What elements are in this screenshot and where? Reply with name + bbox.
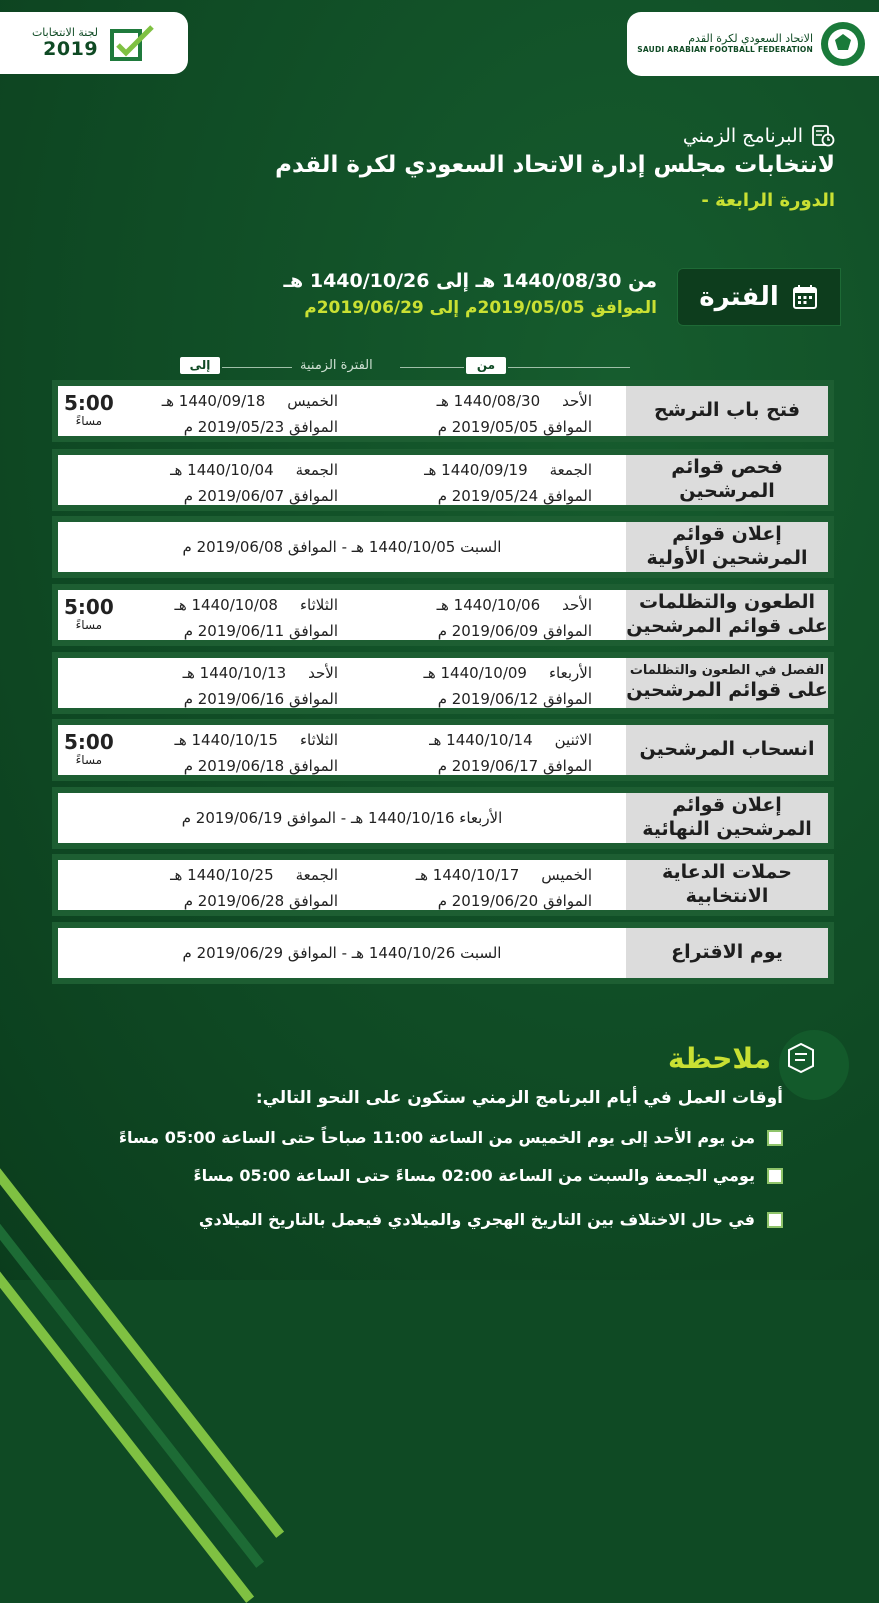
saff-name-en: SAUDI ARABIAN FOOTBALL FEDERATION: [637, 45, 813, 54]
from-date: الأحد1440/08/30 هـ الموافق 2019/05/05 م: [436, 392, 592, 436]
single-date: الأربعاء 1440/10/16 هـ - الموافق 2019/06/19 م: [181, 809, 503, 827]
note-pin-icon: [783, 1040, 819, 1076]
committee-name: لجنة الانتخابات: [31, 25, 99, 39]
saff-logo: [627, 12, 879, 76]
deadline-time: 5:00 مساءً: [64, 391, 114, 428]
schedule-row: [52, 854, 834, 916]
row-label: الطعون والتظلمات على قوائم المرشحين: [626, 590, 828, 640]
row-label: انسحاب المرشحين: [626, 725, 828, 775]
bullet-icon: [767, 1168, 783, 1184]
schedule-clock-icon: [811, 124, 835, 148]
note-title: ملاحظة: [668, 1040, 819, 1076]
row-label: إعلان قوائم المرشحين الأولية: [626, 522, 828, 572]
note-intro: أوقات العمل في أيام البرنامج الزمني ستكون على النحو التالي:: [255, 1088, 783, 1108]
row-label: فحص قوائم المرشحين: [626, 455, 828, 505]
to-date: الجمعة1440/10/25 هـ الموافق 2019/06/28 م: [170, 866, 338, 910]
header-to: إلى: [180, 357, 220, 374]
to-date: الجمعة1440/10/04 هـ الموافق 2019/06/07 م: [170, 461, 338, 505]
committee-year: 2019: [43, 37, 99, 60]
saff-name-ar: الاتحاد السعودي لكرة القدم: [688, 32, 813, 46]
schedule-row: [52, 719, 834, 781]
to-date: الثلاثاء1440/10/08 هـ الموافق 2019/06/11 م: [174, 596, 338, 640]
note-item: من يوم الأحد إلى يوم الخميس من الساعة 11:00 صباحاً حتى الساعة 05:00 مساءً: [119, 1128, 783, 1147]
from-date: الجمعة1440/09/19 هـ الموافق 2019/05/24 م: [424, 461, 592, 505]
note-item: في حال الاختلاف بين التاريخ الهجري والميلادي فيعمل بالتاريخ الميلادي: [199, 1210, 783, 1229]
period-box: [677, 268, 841, 326]
row-label: حملات الدعاية الانتخابية: [626, 860, 828, 910]
from-date: الاثنين1440/10/14 هـ الموافق 2019/06/17 م: [429, 731, 592, 775]
program-label: البرنامج الزمني: [683, 124, 835, 148]
schedule-row: [52, 380, 834, 442]
from-date: الأربعاء1440/10/09 هـ الموافق 2019/06/12 م: [423, 664, 592, 708]
from-date: الأحد1440/10/06 هـ الموافق 2019/06/09 م: [436, 596, 592, 640]
main-title: لانتخابات مجلس إدارة الاتحاد السعودي لكرة القدم: [275, 152, 835, 178]
note-item: يومي الجمعة والسبت من الساعة 02:00 مساءً حتى الساعة 05:00 مساءً: [193, 1166, 783, 1185]
single-date: السبت 1440/10/05 هـ - الموافق 2019/06/08 م: [182, 538, 502, 556]
to-date: الخميس1440/09/18 هـ الموافق 2019/05/23 م: [161, 392, 338, 436]
deadline-time: 5:00 مساءً: [64, 730, 114, 767]
bullet-icon: [767, 1212, 783, 1228]
deadline-time: 5:00 مساءً: [64, 595, 114, 632]
to-date: الأحد1440/10/13 هـ الموافق 2019/06/16 م: [182, 664, 338, 708]
header-divider: [222, 367, 292, 368]
period-gregorian-range: الموافق 2019/05/05م إلى 2019/06/29م: [304, 298, 657, 318]
single-date: السبت 1440/10/26 هـ - الموافق 2019/06/29 م: [182, 944, 502, 962]
schedule-row: [52, 652, 834, 714]
to-date: الثلاثاء1440/10/15 هـ الموافق 2019/06/18 م: [174, 731, 338, 775]
bullet-icon: [767, 1130, 783, 1146]
header-divider: [508, 367, 630, 368]
period-label: الفترة: [699, 282, 779, 312]
row-label: يوم الاقتراع: [626, 928, 828, 978]
row-label: إعلان قوائم المرشحين النهائية: [626, 793, 828, 843]
header-period: الفترة الزمنية: [300, 358, 373, 373]
period-hijri-range: من 1440/08/30 هـ إلى 1440/10/26 هـ: [283, 270, 657, 292]
calendar-icon: [791, 283, 819, 311]
schedule-row: [52, 516, 834, 578]
header-divider: [400, 367, 464, 368]
row-label: الفصل في الطعون والتظلمات على قوائم المرشحين: [626, 658, 828, 708]
from-date: الخميس1440/10/17 هـ الموافق 2019/06/20 م: [415, 866, 592, 910]
cycle-label: - الدورة الرابعة: [701, 190, 835, 211]
header-from: من: [466, 357, 506, 374]
row-label: فتح باب الترشح: [626, 386, 828, 436]
schedule-row: [52, 449, 834, 511]
checkbox-check-icon: [108, 23, 156, 63]
schedule-row: [52, 787, 834, 849]
schedule-row: [52, 922, 834, 984]
saff-ball-icon: [821, 22, 865, 66]
election-committee-logo: [0, 12, 188, 74]
schedule-row: [52, 584, 834, 646]
